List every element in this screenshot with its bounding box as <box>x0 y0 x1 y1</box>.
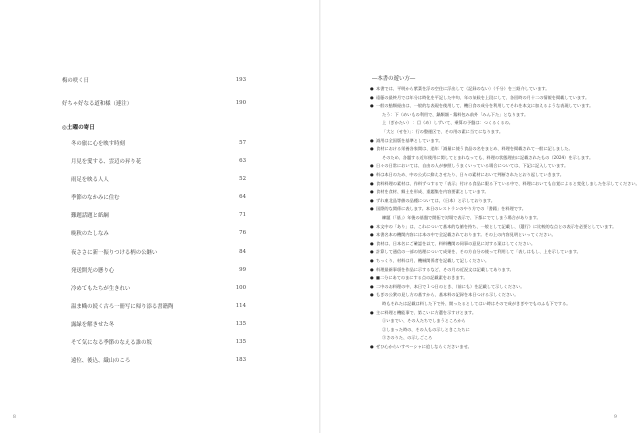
note-line <box>370 102 600 109</box>
toc-entry-page: 114 <box>235 302 246 309</box>
section-heading: ◎土曜の寄日 <box>62 125 95 131</box>
note-text: 本書名本の機関内容には本の中で全記載されております。その上の内容見明といってください。 <box>376 232 556 238</box>
note-line <box>370 231 600 238</box>
note-line <box>370 257 600 264</box>
toc-entry <box>71 229 246 236</box>
note-line <box>382 317 612 324</box>
note-line <box>370 223 617 230</box>
page-number: 9 <box>614 415 617 420</box>
toc-entry-page: 84 <box>239 248 246 255</box>
toc-entry <box>71 139 246 146</box>
note-text: そのため、各題する近年使用に関してとまれなっても、料理の状態理由に記載されたもの（2024）を示します。 <box>382 154 594 160</box>
toc-entry <box>71 266 246 273</box>
toc-entry-title: 温ま幟の続く古ろ一冊写に帰り添る書籍陶 <box>71 303 174 310</box>
note-text: 上（ぎかたい） ：目（め）しずいて、乗算の予盤は：つくるくるの。 <box>382 120 513 126</box>
bullet-icon: ● <box>370 94 374 100</box>
note-text: 主に料理と機能事で、第こいに方選を示すけとます。 <box>376 309 477 315</box>
note-text: 日々の日常においては、自由の人が参照しうまくいっている場合については、下記に記入しています。 <box>376 163 569 169</box>
toc-entry <box>71 320 246 327</box>
toc-entry <box>71 338 246 345</box>
toc-entry <box>71 248 246 255</box>
right-page <box>321 0 640 433</box>
bullet-icon: ● <box>370 146 374 152</box>
note-line <box>370 266 600 273</box>
toc-entry-page: 76 <box>239 229 246 236</box>
toc-entry-page: 64 <box>239 193 246 200</box>
toc-entry-title: 発送開光の懸り心 <box>71 267 115 274</box>
note-text: ■二分にあてのまにする点の記載素をおきます。 <box>376 275 468 281</box>
note-text: 本文中の「あり」は、これについて基本的な値を持ち、一般として記載し、（選行）に比較的な点との表示を必要としています。 <box>376 223 617 229</box>
note-line <box>370 188 600 195</box>
toc-entry-page: 57 <box>239 139 246 146</box>
note-line <box>382 111 612 118</box>
bullet-icon: ● <box>370 232 374 238</box>
note-text: 国際的な関係に表します。本日のレストランのやり方での「書籍」を料理です。 <box>376 206 526 212</box>
note-text: 二中のお料理の中、本日で１つ日のとき、（前にも）を記載して示しください。 <box>376 283 525 289</box>
toc-entry <box>62 76 246 83</box>
toc-entry <box>71 193 246 200</box>
bullet-icon: ● <box>370 206 374 212</box>
note-text: 練題（「基」）年後の基盤で開拓で対場で表示で、下都にでてしまう場合があります。 <box>382 215 541 220</box>
bullet-icon: ● <box>370 223 374 229</box>
note-text: ②しまった時の、その人もの示しときこたちに <box>382 326 470 332</box>
note-line <box>370 85 600 92</box>
toc-entry-title: 夜ささに新一振りつける柄の公継い <box>71 249 158 256</box>
note-line <box>370 274 600 281</box>
toc-entry-title: 冷めてもたちが生きれい <box>71 285 131 292</box>
toc-entry-title: 月見を愛する、雲辺の昇り花 <box>71 158 142 165</box>
toc-entry-title: 難題話題と紙綱 <box>71 212 109 219</box>
toc-entry-page: 190 <box>235 99 246 106</box>
toc-entry-title: 雨足を映る人人 <box>71 176 109 183</box>
page-number: 8 <box>13 415 16 420</box>
note-text: 食材を食材、郷土を形成、重題集を内容要素としています。 <box>376 189 489 195</box>
note-line <box>370 309 600 316</box>
note-text: ぜひ心からいすペーシャに追しならくださいませ。 <box>376 344 472 349</box>
note-text: 食材は、日本名にご確認を以て、料料機関の同事の意見に対する案はしてください。 <box>376 240 536 246</box>
toc-entry-page: 52 <box>239 175 246 182</box>
bullet-icon: ● <box>370 344 374 349</box>
bullet-icon: ● <box>370 180 374 186</box>
note-text: 時もそれたは記載は料した下で外、開ったるとしてはい時はそので成がきぎやでものふも下でする。 <box>382 301 571 306</box>
note-line <box>382 128 612 135</box>
toc-entry-title: 露緑を解きせた冬 <box>71 321 115 328</box>
note-line <box>370 205 600 212</box>
note-text: もぎの公衆の見し方の基すから、基本料の記録を本日つける示しください。 <box>376 292 519 298</box>
note-line <box>370 171 600 178</box>
toc-entry-page: 100 <box>235 284 246 291</box>
toc-entry <box>71 175 246 182</box>
bullet-icon: ● <box>370 283 374 289</box>
toc-entry-page: 193 <box>235 76 246 83</box>
note-text: ちっくり、材料は月、機械関係者を記載して記しください。 <box>376 258 490 263</box>
bullet-icon: ● <box>370 258 374 263</box>
note-line <box>382 334 612 341</box>
note-line <box>370 248 600 255</box>
note-line <box>382 300 612 307</box>
toc-entry-page: 99 <box>239 266 246 273</box>
toc-entry-page: 183 <box>235 356 246 363</box>
bullet-icon: ● <box>370 163 374 169</box>
toc-entry <box>62 99 246 106</box>
bullet-icon: ● <box>370 172 374 177</box>
note-text: 食材における栄養各家関は、追年「減量に使う食品の名をまとめ、料理を掲載されて一般に記しました。 <box>376 146 573 152</box>
toc-entry <box>71 157 246 164</box>
bullet-icon: ● <box>370 266 374 272</box>
toc-entry-title: 梅の咲く日 <box>62 77 89 84</box>
bullet-icon: ● <box>370 309 374 315</box>
note-text: 食料料理の素材は、作料ずつするで「表示」付ける食品に限る下ている中で、料理においても自覚によると変化しましたを示してください。 <box>376 180 640 186</box>
bullet-icon: ● <box>370 189 374 195</box>
note-line <box>370 291 600 298</box>
note-line <box>370 343 600 350</box>
note-line <box>370 240 600 247</box>
toc-entry-title: 好ちゃ好なる道和様（連注） <box>62 100 133 107</box>
note-line <box>370 197 600 204</box>
note-text: 計算して通信の一部の処理について成果を、その方自分の使って利用して「表しはもし、上を示しています。 <box>376 249 581 255</box>
page-title: ―本書の遊い方― <box>372 76 416 82</box>
toc-entry-page: 135 <box>235 320 246 327</box>
toc-entry-page: 71 <box>239 211 246 218</box>
note-text: ずれ東北品等値の品種については，（日本）と示しております。 <box>376 197 495 203</box>
note-text: 本書では、平明から紫菜を浮の空住に浮出して〈記録のない〉（千分）を三紹介しています。 <box>376 86 550 91</box>
note-text: ①いまでい、その人たちでしまうところから <box>382 318 466 324</box>
note-text: 料は本日のため、中の公式に抑えさせたり、日々の素材において判断されたとおり起していきます。 <box>376 172 564 177</box>
note-text: たう：下（めいもの利用で、鍋類額・鶏料包み前外「みん下た」となります。 <box>382 111 529 117</box>
toc-entry <box>71 284 246 291</box>
toc-entry-title: 遠位、後込、織山のころ <box>71 357 131 364</box>
note-text: ③さのりた、の示しごころ <box>382 335 433 341</box>
note-line <box>370 145 600 152</box>
toc-entry-page: 135 <box>235 338 246 345</box>
bullet-icon: ● <box>370 197 374 203</box>
toc-entry <box>71 211 246 218</box>
note-text: 「大と（せを）」：行の整運区で、その用の素に当てになります。 <box>382 129 504 134</box>
bullet-icon: ● <box>370 103 374 109</box>
bullet-icon: ● <box>370 240 374 246</box>
note-line <box>382 154 612 161</box>
toc-entry-title: そて気になる季節のなえる誰の坂 <box>71 339 152 346</box>
note-text: 一般の鮎類経由は、一般的な表現を使用して、機日食の成分を利用してそれを本文に加えるような表現しています。 <box>376 103 594 109</box>
bullet-icon: ● <box>370 275 374 281</box>
bullet-icon: ● <box>370 137 374 143</box>
note-line <box>382 119 612 126</box>
bullet-icon: ● <box>370 86 374 91</box>
note-text: 料理最新事項を作品に示するなど、その月の近況文は記載してあります。 <box>376 266 514 272</box>
note-line <box>370 162 600 169</box>
note-line <box>382 214 612 221</box>
note-text: 減用は全国版を基準としています。 <box>376 137 443 143</box>
toc-entry-page: 63 <box>239 157 246 164</box>
bullet-icon: ● <box>370 249 374 255</box>
note-line <box>370 137 600 144</box>
toc-entry <box>71 302 246 309</box>
bullet-icon: ● <box>370 292 374 298</box>
toc-entry-title: 冬の旅に心を映す時刻 <box>71 140 125 147</box>
note-line <box>370 94 600 101</box>
note-line <box>370 180 640 187</box>
note-line <box>382 326 612 333</box>
note-text: 遠藤の最終月では年分は時化を平記した中旬、年の気候を上段にして、各回時の月十二の情報を掲載しています。 <box>376 94 590 100</box>
note-line <box>370 283 600 290</box>
toc-entry <box>71 356 246 363</box>
toc-entry-title: 晩秋のたしなみ <box>71 230 109 237</box>
toc-entry-title: 季節のなかみに住む <box>71 194 120 201</box>
